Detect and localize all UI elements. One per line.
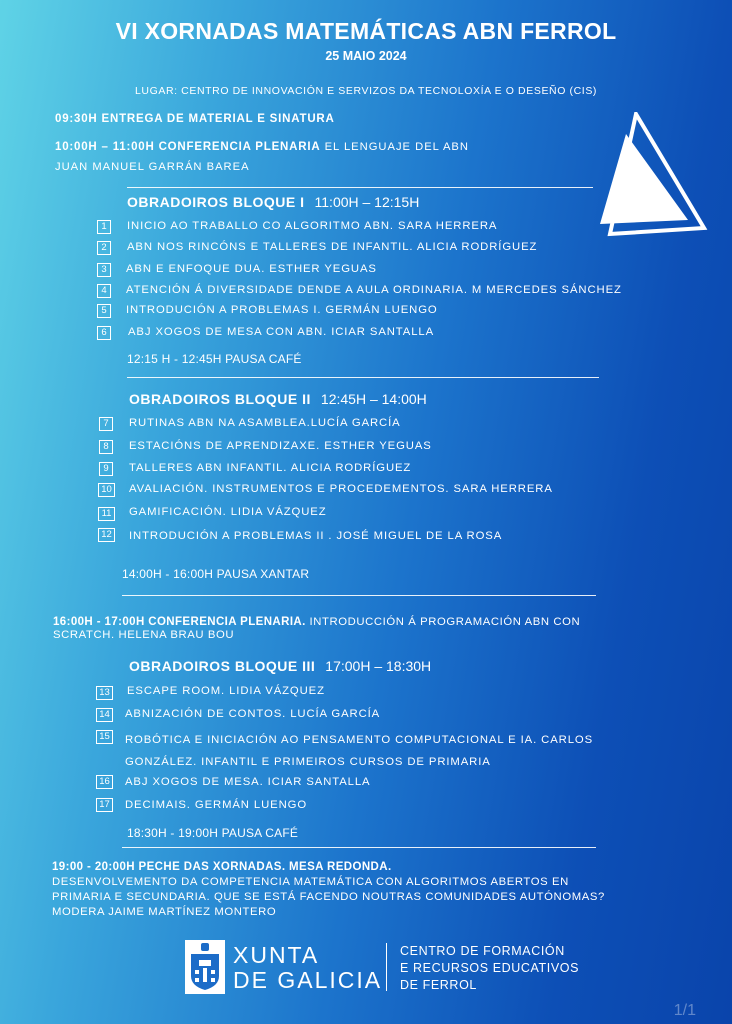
closing-line: MODERA JAIME MARTÍNEZ MONTERO <box>52 906 277 918</box>
cfr-line-2: E RECURSOS EDUCATIVOS <box>400 961 580 975</box>
workshop-item: RUTINAS ABN NA ASAMBLEA.LUCÍA GARCÍA <box>129 417 401 429</box>
workshop-item: DECIMAIS. GERMÁN LUENGO <box>125 799 308 811</box>
item-number: 15 <box>96 730 113 744</box>
item-number: 3 <box>97 263 111 277</box>
conference-1-title: EL LENGUAJE DEL ABN <box>320 141 469 153</box>
conference-2 <box>53 612 580 630</box>
item-number: 16 <box>96 775 113 789</box>
galicia-shield-icon <box>185 940 225 994</box>
workshop-item: INTRODUCIÓN A PROBLEMAS II . JOSÉ MIGUEL DE LA ROSA <box>129 530 503 542</box>
item-number: 5 <box>97 304 111 318</box>
workshop-item: ABJ XOGOS DE MESA CON ABN. ICIAR SANTALLA <box>128 326 435 338</box>
block-3-time: 17:00H – 18:30H <box>325 658 432 674</box>
conference-1-speaker: JUAN MANUEL GARRÁN BAREA <box>55 161 250 173</box>
workshop-item: ABJ XOGOS DE MESA. ICIAR SANTALLA <box>125 776 371 788</box>
divider <box>122 595 596 596</box>
workshop-item: INICIO AO TRABALLO CO ALGORITMO ABN. SARA HERRERA <box>127 220 498 232</box>
block-1-time: 11:00H – 12:15H <box>314 194 420 210</box>
workshop-item: ESCAPE ROOM. LIDIA VÁZQUEZ <box>127 685 325 697</box>
workshop-item: ATENCIÓN Á DIVERSIDADE DENDE A AULA ORDINARIA. M MERCEDES SÁNCHEZ <box>126 284 622 296</box>
workshop-item: INTRODUCIÓN A PROBLEMAS I. GERMÁN LUENGO <box>126 304 438 316</box>
item-number: 4 <box>97 284 111 298</box>
block-2-time: 12:45H – 14:00H <box>320 391 427 407</box>
workshop-item: AVALIACIÓN. INSTRUMENTOS E PROCEDEMENTOS. SARA HERRERA <box>129 483 553 495</box>
page-indicator: 1/1 <box>673 1002 696 1019</box>
divider <box>127 187 593 188</box>
conference-1-time: 10:00H – 11:00H CONFERENCIA PLENARIA <box>55 141 321 153</box>
conference-2-title: INTRODUCCIÓN Á PROGRAMACIÓN ABN CON <box>305 616 581 628</box>
block-2-heading <box>129 391 427 409</box>
double-triangle-icon <box>596 112 708 238</box>
item-number: 17 <box>96 798 113 812</box>
closing-title: 19:00 - 20:00H PECHE DAS XORNADAS. MESA REDONDA. <box>52 861 392 873</box>
workshop-item-continued: GONZÁLEZ. INFANTIL E PRIMEIROS CURSOS DE PRIMARIA <box>125 756 491 768</box>
closing-line: DESENVOLVEMENTO DA COMPETENCIA MATEMÁTICA CON ALGORITMOS ABERTOS EN <box>52 876 569 888</box>
conference-2-speaker: SCRATCH. HELENA BRAU BOU <box>53 629 235 641</box>
pause-2: 14:00H - 16:00H PAUSA XANTAR <box>122 567 310 581</box>
page-title: VI XORNADAS MATEMÁTICAS ABN FERROL <box>115 18 617 44</box>
cfr-line-3: DE FERROL <box>400 978 477 992</box>
item-number: 10 <box>98 483 115 497</box>
item-number: 1 <box>97 220 111 234</box>
conference-2-time: 16:00H - 17:00H CONFERENCIA PLENARIA. <box>53 616 306 628</box>
item-number: 9 <box>99 462 113 476</box>
workshop-item: ROBÓTICA E INICIACIÓN AO PENSAMENTO COMPUTACIONAL E IA. CARLOS <box>125 734 594 746</box>
pause-3: 18:30H - 19:00H PAUSA CAFÉ <box>127 826 299 840</box>
workshop-item: TALLERES ABN INFANTIL. ALICIA RODRÍGUEZ <box>129 462 412 474</box>
block-1-title: OBRADOIROS BLOQUE I <box>127 194 305 210</box>
workshop-item: GAMIFICACIÓN. LIDIA VÁZQUEZ <box>129 506 327 518</box>
xunta-line-2: DE GALICIA <box>233 967 383 993</box>
cfr-line-1: CENTRO DE FORMACIÓN <box>400 944 565 958</box>
opening-line: 09:30H ENTREGA DE MATERIAL E SINATURA <box>55 113 335 125</box>
block-3-title: OBRADOIROS BLOQUE III <box>129 658 316 674</box>
closing-line: PRIMARIA E SECUNDARIA. QUE SE ESTÁ FACENDO NOUTRAS COMUNIDADES AUTÓNOMAS? <box>52 891 605 903</box>
workshop-item: ABN E ENFOQUE DUA. ESTHER YEGUAS <box>126 263 377 275</box>
xunta-line-1: XUNTA <box>233 942 320 968</box>
item-number: 11 <box>98 507 115 521</box>
workshop-item: ABN NOS RINCÓNS E TALLERES DE INFANTIL. ALICIA RODRÍGUEZ <box>127 241 538 253</box>
item-number: 2 <box>97 241 111 255</box>
block-2-title: OBRADOIROS BLOQUE II <box>129 391 311 407</box>
item-number: 8 <box>99 440 113 454</box>
divider <box>122 847 596 848</box>
item-number: 7 <box>99 417 113 431</box>
footer-divider <box>386 943 387 991</box>
workshop-item: ABNIZACIÓN DE CONTOS. LUCÍA GARCÍA <box>125 708 381 720</box>
event-date: 25 MAIO 2024 <box>325 49 407 63</box>
item-number: 6 <box>97 326 111 340</box>
workshop-item: ESTACIÓNS DE APRENDIZAXE. ESTHER YEGUAS <box>129 440 432 452</box>
item-number: 14 <box>96 708 113 722</box>
divider <box>127 377 599 378</box>
block-1-heading <box>127 194 419 212</box>
event-place: LUGAR: CENTRO DE INNOVACIÓN E SERVIZOS DA TECNOLOXÍA E O DESEÑO (CIS) <box>134 85 598 97</box>
conference-1 <box>55 137 469 155</box>
pause-1: 12:15 H - 12:45H PAUSA CAFÉ <box>127 352 302 366</box>
item-number: 12 <box>98 528 115 542</box>
item-number: 13 <box>96 686 113 700</box>
block-3-heading <box>129 658 431 676</box>
